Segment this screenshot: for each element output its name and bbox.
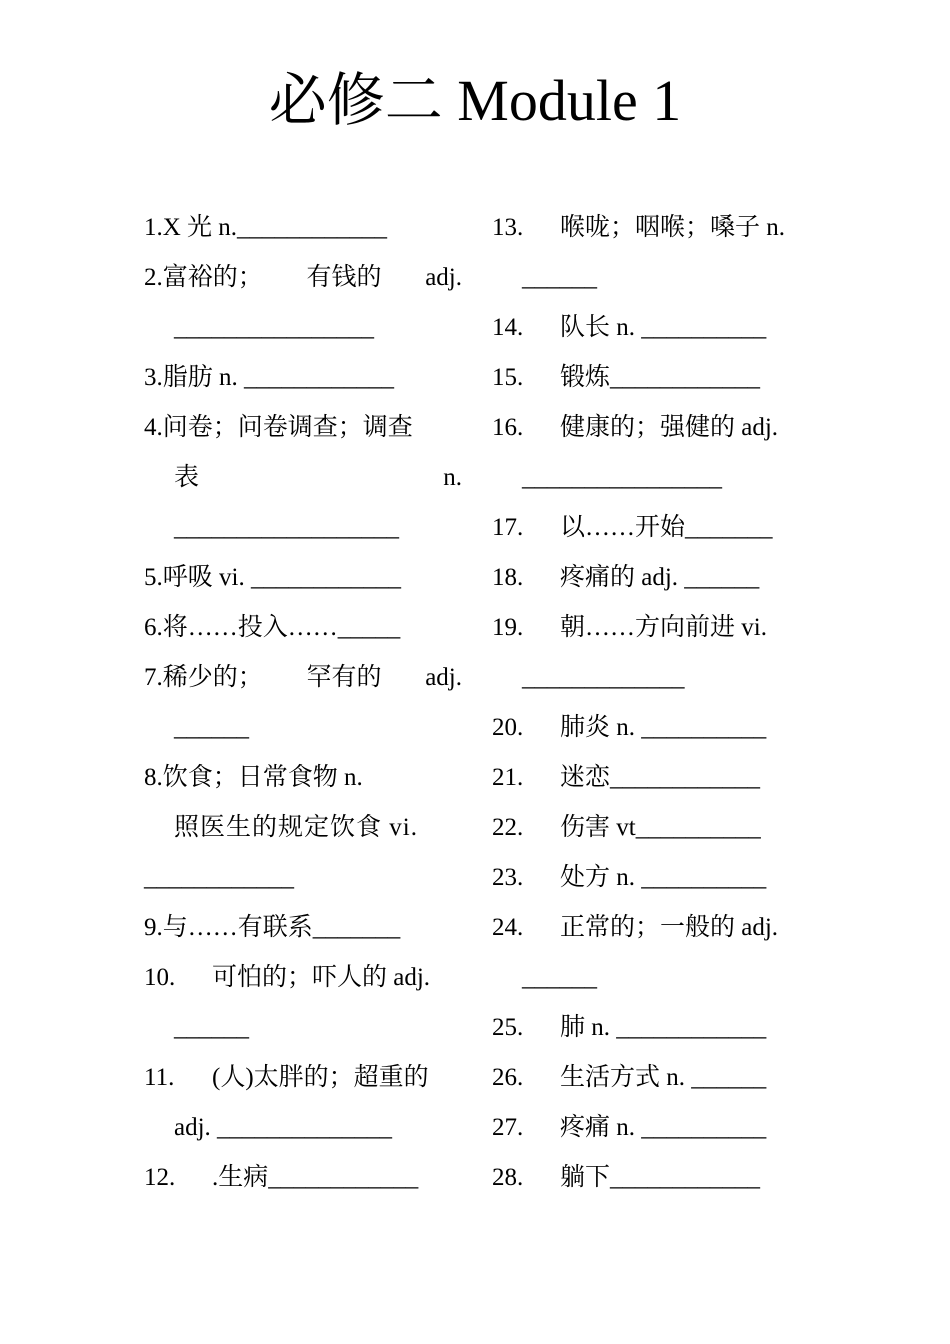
item-continuation: [144, 453, 462, 503]
item-text: 与……有联系_______: [162, 914, 401, 941]
item-number: 7.: [144, 664, 163, 691]
item-text: 饮食；日常食物 n.: [162, 764, 363, 791]
answer-blank: adj. ______________: [174, 1114, 393, 1141]
item-text: 疼痛 n. __________: [560, 1114, 767, 1141]
vocab-item-23: [492, 853, 812, 903]
item-text: 伤害 vt__________: [560, 814, 761, 841]
item-text: .生病____________: [212, 1164, 419, 1191]
item-number: 23.: [492, 864, 524, 891]
item-number: 28.: [492, 1164, 524, 1191]
vocab-item-24: [492, 903, 812, 953]
item-text: 朝……方向前进 vi.: [560, 614, 767, 641]
item-number: 11.: [144, 1064, 175, 1091]
vocab-item-17: [492, 503, 812, 553]
vocab-item-13: [492, 203, 812, 253]
answer-blank: _____________: [522, 664, 685, 691]
answer-blank: ________________: [522, 464, 722, 491]
page-title: 必修二 Module 1: [268, 68, 682, 133]
item-number: 18.: [492, 564, 524, 591]
item-number: 10.: [144, 964, 176, 991]
item-text: 生活方式 n. ______: [560, 1064, 767, 1091]
vocab-item-6: [144, 603, 462, 653]
item-pos: n.: [443, 464, 462, 491]
item-text: 表: [174, 464, 200, 491]
item-text: 躺下____________: [560, 1164, 761, 1191]
vocab-item-9: [144, 903, 462, 953]
item-number: 15.: [492, 364, 524, 391]
item-number: 27.: [492, 1114, 524, 1141]
vocab-item-14: [492, 303, 812, 353]
item-text: 肺 n. ____________: [560, 1014, 767, 1041]
item-number: 5.: [144, 564, 163, 591]
vocab-item-15: [492, 353, 812, 403]
item-text: 脂肪 n. ____________: [162, 364, 395, 391]
item-number: 20.: [492, 714, 524, 741]
item-number: 13.: [492, 214, 524, 241]
item-text: 处方 n. __________: [560, 864, 767, 891]
answer-blank: ______: [522, 964, 597, 991]
item-text: 有钱的: [306, 264, 382, 291]
vocab-item-27: [492, 1103, 812, 1153]
item-text: 以……开始_______: [560, 514, 773, 541]
answer-blank: __________________: [174, 514, 399, 541]
item-number: 3.: [144, 364, 163, 391]
item-text: 队长 n. __________: [560, 314, 767, 341]
item-text: 稀少的；: [162, 664, 263, 691]
right-column: [492, 203, 812, 1203]
vocab-item-28: [492, 1153, 812, 1203]
vocab-item-20: [492, 703, 812, 753]
answer-blank: ______: [522, 264, 597, 291]
item-text: 正常的；一般的 adj.: [560, 914, 779, 941]
vocab-item-8: [144, 753, 462, 803]
item-number: 6.: [144, 614, 163, 641]
item-number: 22.: [492, 814, 524, 841]
item-text: 迷恋____________: [560, 764, 761, 791]
vocab-item-21: [492, 753, 812, 803]
item-pos: adj.: [425, 664, 462, 691]
vocab-item-2: [144, 253, 462, 303]
item-text: 肺炎 n. __________: [560, 714, 767, 741]
vocab-item-12: [144, 1153, 462, 1203]
item-text: 可怕的；吓人的 adj.: [212, 964, 431, 991]
vocab-item-19: [492, 603, 812, 653]
item-continuation: 照医生的规定饮食 vi.: [174, 814, 418, 841]
vocab-item-18: [492, 553, 812, 603]
answer-blank: ________________: [174, 314, 374, 341]
item-text: 将……投入……_____: [162, 614, 401, 641]
item-text: 呼吸 vi. ____________: [162, 564, 401, 591]
item-number: 14.: [492, 314, 524, 341]
item-number: 4.: [144, 414, 163, 441]
vocab-item-4: [144, 403, 462, 453]
item-text: 锻炼____________: [560, 364, 761, 391]
item-number: 17.: [492, 514, 524, 541]
item-text: 富裕的；: [162, 264, 263, 291]
item-number: 2.: [144, 264, 163, 291]
item-number: 8.: [144, 764, 163, 791]
item-text: 喉咙；咽喉；嗓子 n.: [560, 214, 786, 241]
item-pos: adj.: [425, 264, 462, 291]
answer-blank: ______: [174, 714, 249, 741]
item-text: 罕有的: [306, 664, 382, 691]
vocab-item-25: [492, 1003, 812, 1053]
item-text: 问卷；问卷调查；调查: [162, 414, 413, 441]
item-number: 19.: [492, 614, 524, 641]
vocab-item-5: [144, 553, 462, 603]
item-number: 1.: [144, 214, 163, 241]
item-number: 16.: [492, 414, 524, 441]
item-number: 24.: [492, 914, 524, 941]
item-text: X 光 n.____________: [162, 214, 388, 241]
item-number: 25.: [492, 1014, 524, 1041]
item-text: (人)太胖的；超重的: [212, 1064, 429, 1091]
item-number: 12.: [144, 1164, 176, 1191]
vocab-item-22: [492, 803, 812, 853]
vocab-item-1: [144, 203, 462, 253]
answer-blank: ____________: [144, 864, 294, 891]
item-text: 健康的；强健的 adj.: [560, 414, 779, 441]
item-number: 9.: [144, 914, 163, 941]
vocab-item-26: [492, 1053, 812, 1103]
vocab-item-10: [144, 953, 462, 1003]
vocab-item-11: [144, 1053, 462, 1103]
answer-blank: ______: [174, 1014, 249, 1041]
vocab-item-16: [492, 403, 812, 453]
left-column: [144, 203, 462, 1203]
item-text: 疼痛的 adj. ______: [560, 564, 760, 591]
item-number: 26.: [492, 1064, 524, 1091]
item-number: 21.: [492, 764, 524, 791]
vocab-item-7: [144, 653, 462, 703]
vocab-item-3: [144, 353, 462, 403]
